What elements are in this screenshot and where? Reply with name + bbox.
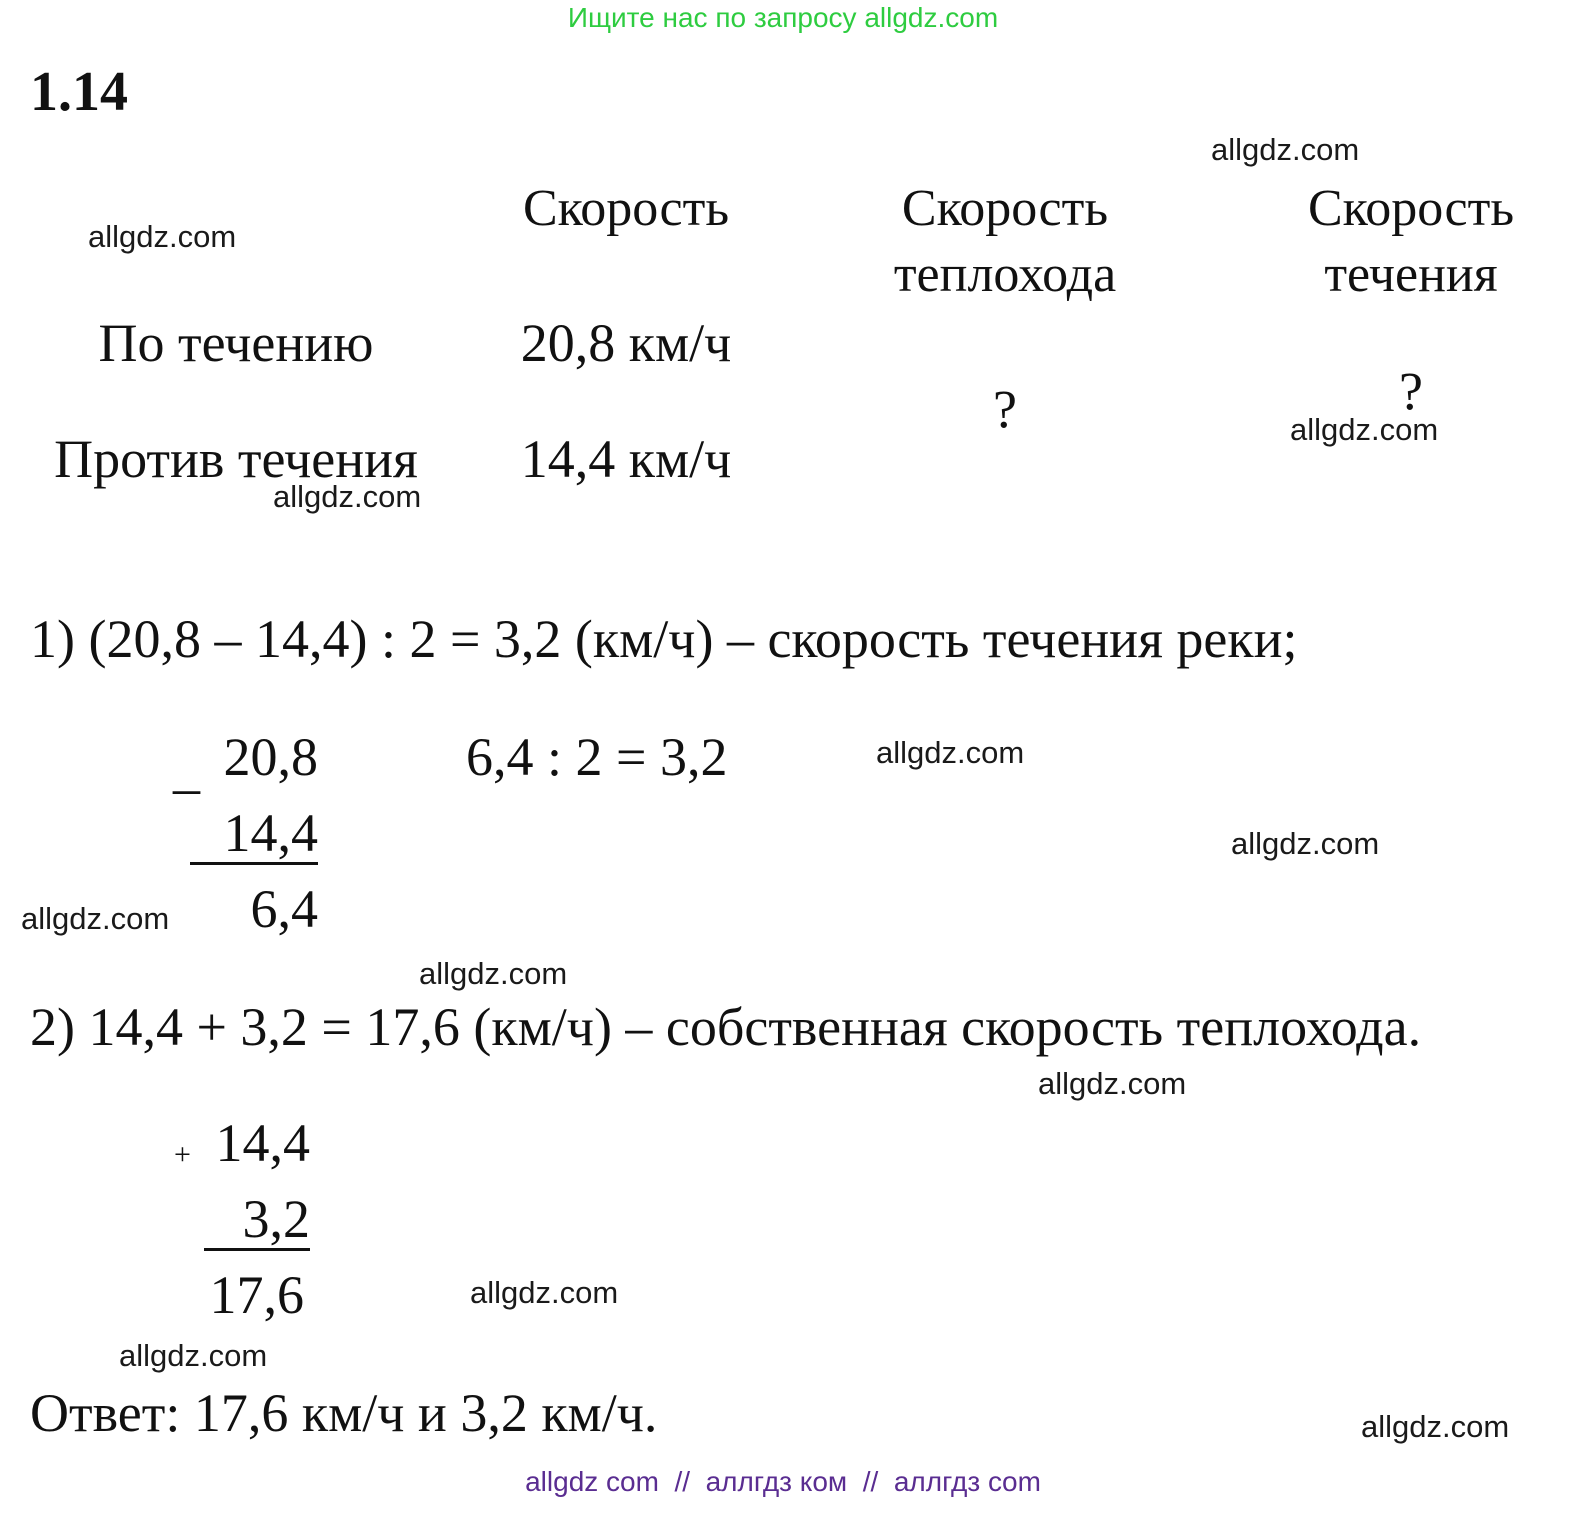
row-downstream-speed: 20,8 км/ч [520, 313, 732, 373]
addition-result: 17,6 [209, 1265, 304, 1325]
header-boat-speed [894, 176, 1116, 308]
header-current-line1: Скорость [1307, 180, 1515, 237]
watermark: allgdz.com [470, 1275, 619, 1310]
watermark: allgdz.com [21, 901, 170, 936]
addition-bottom [204, 1189, 310, 1251]
header-current-line2: течения [1324, 246, 1498, 303]
header-current-speed [1308, 176, 1514, 308]
header-speed: Скорость [522, 180, 730, 237]
watermark: allgdz.com [1290, 412, 1439, 447]
top-banner: Ищите нас по запросу allgdz.com [567, 2, 999, 33]
current-speed-unknown: ? [1399, 361, 1423, 421]
subtraction-bottom [190, 803, 318, 865]
watermark: allgdz.com [1211, 132, 1360, 167]
subtraction-sign: _ [173, 739, 200, 799]
addition-top: 14,4 [215, 1113, 310, 1173]
answer-text: Ответ: 17,6 км/ч и 3,2 км/ч. [30, 1383, 658, 1443]
step2-text: 2) 14,4 + 3,2 = 17,6 (км/ч) – собственная скорость теплохода. [30, 997, 1422, 1057]
watermark: allgdz.com [1361, 1409, 1510, 1444]
watermark: allgdz.com [876, 735, 1025, 770]
division-line: 6,4 : 2 = 3,2 [466, 727, 728, 787]
watermark: allgdz.com [88, 219, 237, 254]
subtraction-top: 20,8 [223, 727, 318, 787]
row-downstream-label: По течению [98, 313, 374, 373]
row-upstream-label: Против течения [54, 429, 418, 489]
watermark: allgdz.com [119, 1338, 268, 1373]
subtraction-bottom-value: 14,4 [223, 803, 318, 863]
header-boat-line1: Скорость [901, 180, 1109, 237]
addition-bottom-value: 3,2 [242, 1189, 310, 1249]
step1-text: 1) (20,8 – 14,4) : 2 = 3,2 (км/ч) – скорость течения реки; [30, 609, 1298, 669]
watermark: allgdz.com [1038, 1066, 1187, 1101]
watermark: allgdz.com [1231, 826, 1380, 861]
row-upstream-speed: 14,4 км/ч [520, 429, 732, 489]
problem-number: 1.14 [30, 61, 128, 123]
subtraction-result: 6,4 [250, 879, 318, 939]
addition-sign: + [174, 1138, 191, 1171]
header-boat-line2: теплохода [893, 246, 1117, 303]
footer-text: allgdz com // аллгдз ком // аллгдз com [525, 1466, 1041, 1497]
watermark: allgdz.com [419, 956, 568, 991]
boat-speed-unknown: ? [993, 379, 1017, 439]
watermark: allgdz.com [273, 479, 422, 514]
